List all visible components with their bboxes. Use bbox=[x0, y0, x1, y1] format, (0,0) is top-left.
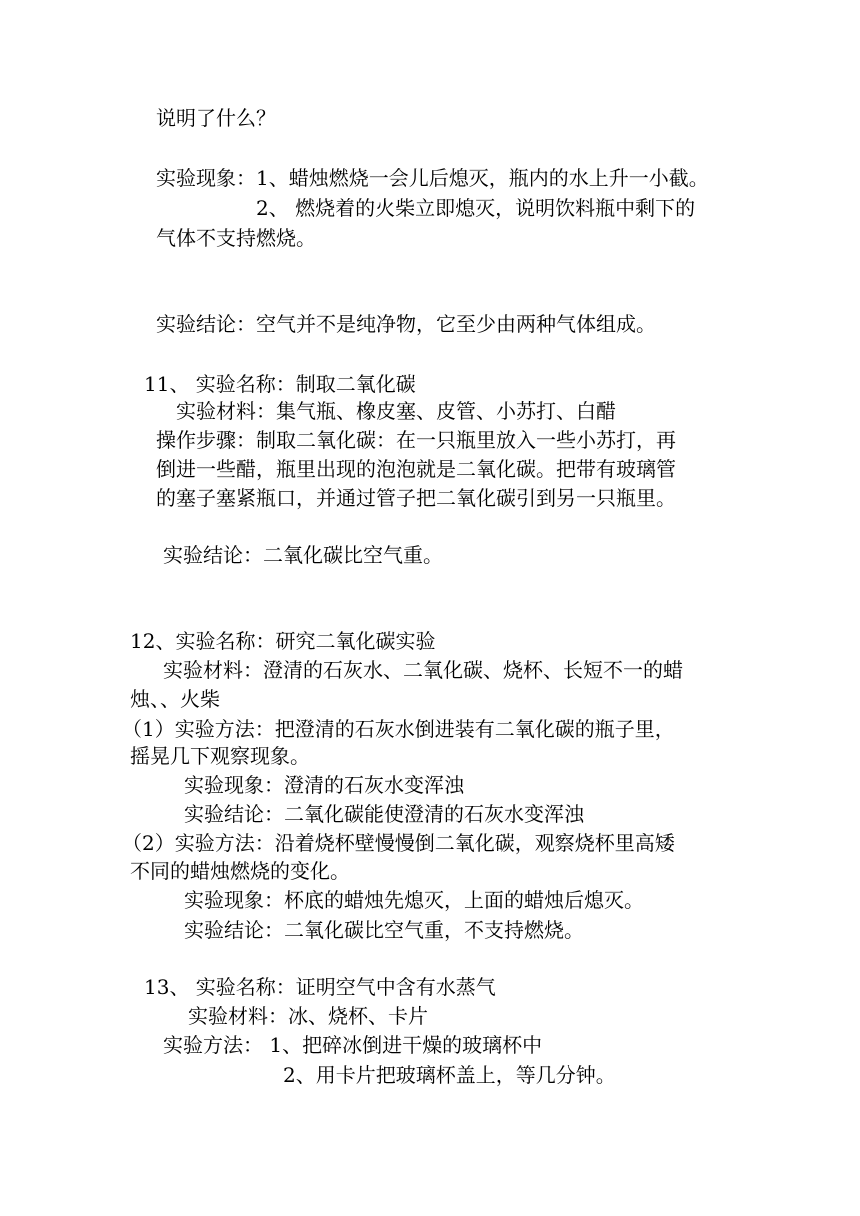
text-line: 实验现象：澄清的石灰水变浑浊 bbox=[184, 773, 464, 797]
text-line: 2、用卡片把玻璃杯盖上，等几分钟。 bbox=[283, 1063, 616, 1087]
text-line: 实验方法： 1、把碎冰倒进干燥的玻璃杯中 bbox=[163, 1033, 543, 1057]
text-line: 摇晃几下观察现象。 bbox=[130, 744, 310, 768]
text-line: 实验现象：1、蜡烛燃烧一会儿后熄灭，瓶内的水上升一小截。 bbox=[156, 166, 709, 190]
text-line: 实验结论：二氧化碳比空气重。 bbox=[163, 543, 443, 567]
text-line: （1）实验方法：把澄清的石灰水倒进装有二氧化碳的瓶子里， bbox=[122, 717, 675, 741]
text-line: 烛、、火柴 bbox=[130, 687, 220, 711]
text-line: 实验材料：冰、烧杯、卡片 bbox=[188, 1004, 428, 1028]
text-line: 的塞子塞紧瓶口，并通过管子把二氧化碳引到另一只瓶里。 bbox=[156, 486, 676, 510]
text-line: 11、 实验名称：制取二氧化碳 bbox=[144, 372, 416, 396]
text-line: 13、 实验名称：证明空气中含有水蒸气 bbox=[144, 975, 496, 999]
text-line: 倒进一些醋，瓶里出现的泡泡就是二氧化碳。把带有玻璃管 bbox=[156, 457, 676, 481]
text-line: 实验结论：二氧化碳比空气重，不支持燃烧。 bbox=[184, 918, 584, 942]
text-line: 实验材料：澄清的石灰水、二氧化碳、烧杯、长短不一的蜡 bbox=[163, 658, 683, 682]
text-line: 实验结论：二氧化碳能使澄清的石灰水变浑浊 bbox=[184, 802, 584, 826]
text-line: 实验材料：集气瓶、橡皮塞、皮管、小苏打、白醋 bbox=[176, 399, 616, 423]
text-line: 不同的蜡烛燃烧的变化。 bbox=[130, 859, 350, 883]
text-line: 2、 燃烧着的火柴立即熄灭，说明饮料瓶中剩下的 bbox=[256, 196, 696, 220]
text-line: 说明了什么？ bbox=[156, 106, 276, 130]
text-line: 实验现象：杯底的蜡烛先熄灭，上面的蜡烛后熄灭。 bbox=[184, 888, 644, 912]
text-line: 操作步骤：制取二氧化碳：在一只瓶里放入一些小苏打，再 bbox=[156, 428, 676, 452]
text-line: 实验结论：空气并不是纯净物，它至少由两种气体组成。 bbox=[156, 312, 656, 336]
text-line: 气体不支持燃烧。 bbox=[156, 226, 316, 250]
text-line: 12、实验名称：研究二氧化碳实验 bbox=[130, 629, 436, 653]
text-line: （2）实验方法：沿着烧杯壁慢慢倒二氧化碳，观察烧杯里高矮 bbox=[122, 831, 675, 855]
